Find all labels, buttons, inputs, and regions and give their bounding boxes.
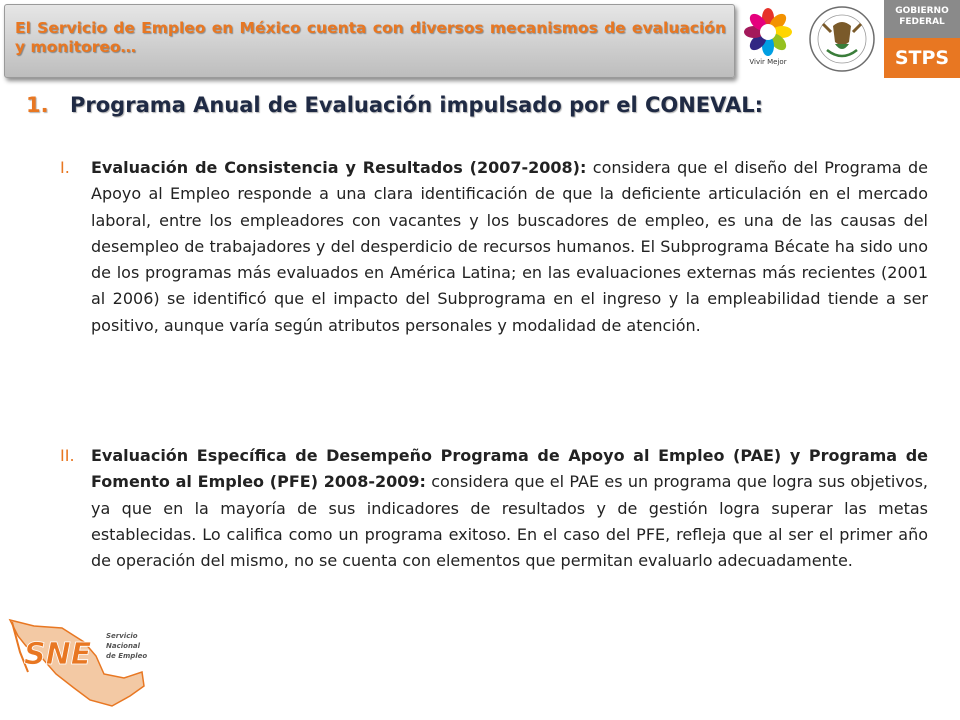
banner-title: El Servicio de Empleo en México cuenta con diversos mecanismos de evaluación y monitoreo… bbox=[15, 19, 726, 56]
sne-logo bbox=[4, 612, 154, 712]
item-body bbox=[91, 443, 928, 574]
item-body bbox=[91, 155, 928, 339]
list-item-1 bbox=[60, 155, 928, 339]
item-text: considera que el diseño del Programa de Apoyo al Empleo responde a una clara identificación de que la deficiente articulación en el mercado laboral, entre los empleadores con vacantes y los buscadores de empleo, es una de las causas del desempleo de trabajadores y del desperdicio de recursos humanos. El Subprograma Bécate ha sido uno de los programas más evaluados en América Latina; en las evaluaciones externas más recientes (2001 al 2006) se identificó que el impacto del Subprograma en el ingreso y la empleabilidad tiende a ser positivo, aunque varía según atributos personales y modalidad de atención. bbox=[91, 158, 929, 335]
mexico-map-icon bbox=[4, 612, 154, 712]
item-bold-title: Evaluación Específica de Desempeño Programa de Apoyo al Empleo (PAE) y Programa de Fomento al Empleo (PFE) 2008-2009: bbox=[91, 446, 928, 492]
stps-label: STPS bbox=[884, 38, 960, 78]
sne-acronym: SNE bbox=[24, 637, 92, 672]
eagle-seal-icon bbox=[805, 4, 879, 74]
item-bold-title: Evaluación de Consistencia y Resultados (2007-2008): bbox=[91, 158, 587, 177]
section-title: Programa Anual de Evaluación impulsado por el CONEVAL: bbox=[70, 93, 763, 117]
item-numeral: II. bbox=[60, 446, 75, 465]
gobierno-federal-block bbox=[884, 0, 960, 38]
section-number: 1. bbox=[26, 93, 49, 117]
item-numeral: I. bbox=[60, 158, 70, 177]
item-text: considera que el PAE es un programa que logra sus objetivos, ya que en la mayoría de sus indicadores de resultados y de gestión logra superar las metas establecidas. Lo califica como un programa exitoso. En el caso del PFE, refleja que al ser el primer año de operación del mismo, no se cuenta con elementos que permitan evaluarlo adecuadamente. bbox=[91, 472, 928, 571]
mexico-seal-logo bbox=[805, 4, 879, 74]
sne-line2: Nacional bbox=[106, 642, 141, 650]
list-item-2 bbox=[60, 443, 928, 574]
vivir-mejor-logo bbox=[740, 6, 796, 72]
vivir-mejor-label: Vivir Mejor bbox=[749, 58, 787, 66]
vivir-mejor-flower-icon bbox=[740, 6, 796, 58]
gobierno-line1: GOBIERNO bbox=[895, 6, 949, 16]
title-banner bbox=[4, 4, 735, 78]
sne-line3: de Empleo bbox=[106, 652, 148, 660]
gobierno-federal-stps-logo bbox=[884, 0, 960, 78]
gobierno-line2: FEDERAL bbox=[899, 17, 945, 27]
sne-line1: Servicio bbox=[106, 632, 138, 640]
section-heading bbox=[26, 93, 806, 117]
